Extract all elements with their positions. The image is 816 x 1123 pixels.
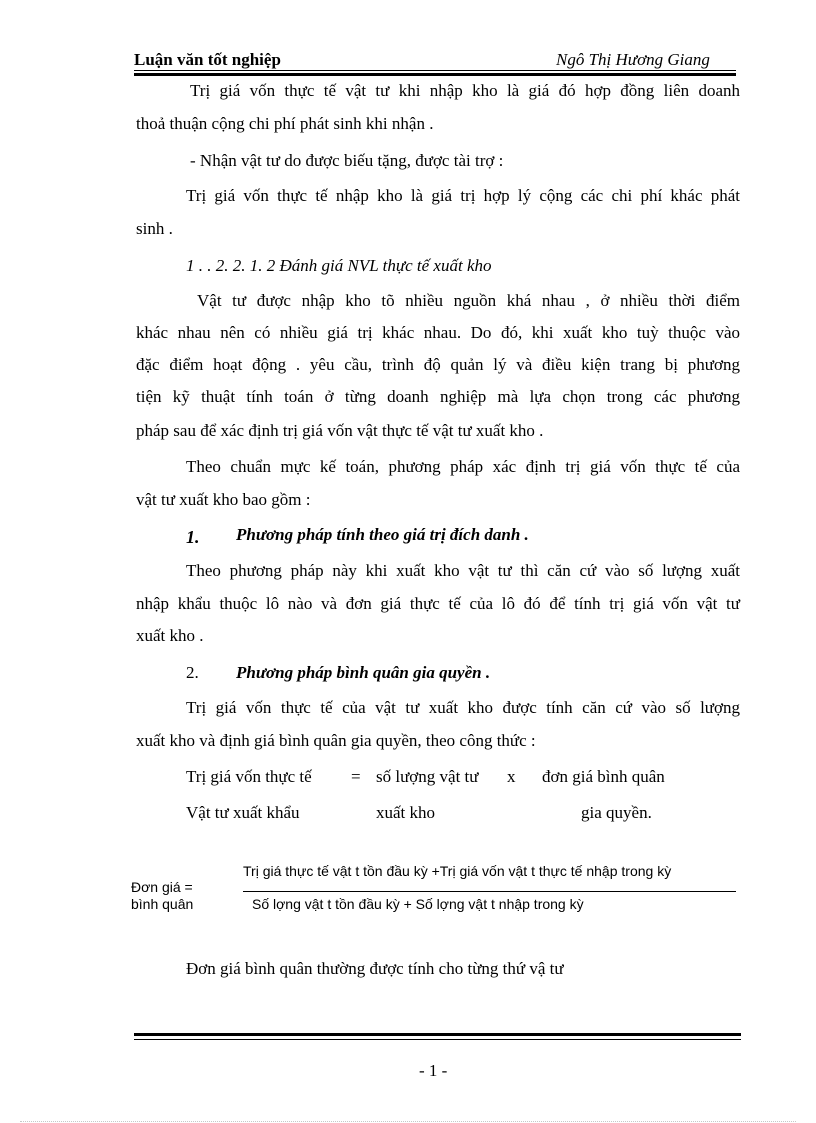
paragraph-line: đặc điểm hoạt động . yêu cầu, trình độ quản lý và điều kiện trang bị phương [136,355,740,374]
list-item-number: 2. [186,663,199,682]
formula-term: số lượng vật tư [376,767,479,786]
fraction-label: bình quân [131,896,194,912]
header-author-name: Ngô Thị Hương Giang [556,50,710,69]
section-heading: 1 . . 2. 2. 1. 2 Đánh giá NVL thực tế xuất kho [186,256,492,275]
page-edge [20,1121,796,1122]
list-item-number: 1. [186,527,200,547]
paragraph-line: Trị giá vốn thực tế nhập kho là giá trị hợp lý cộng các chi phí khác phát [186,186,740,205]
list-item-title: Phương pháp tính theo giá trị đích danh . [236,525,529,544]
footer-rule-thick [134,1033,741,1036]
paragraph-line: Đơn giá bình quân thường được tính cho từng thứ vậ tư [186,959,564,978]
footer-rule-thin [134,1039,741,1040]
list-item-title: Phương pháp bình quân gia quyền . [236,663,491,682]
paragraph-line: - Nhận vật tư do được biếu tặng, được tài trợ : [190,151,504,170]
header-rule-thin [134,70,736,71]
formula-term: Trị giá vốn thực tế [186,767,312,786]
paragraph-line: sinh . [136,219,173,238]
formula-term: Vật tư xuất khẩu [186,803,300,822]
paragraph-line: xuất kho . [136,626,204,645]
formula-operator: = [351,767,361,786]
formula-term: gia quyền. [581,803,652,822]
paragraph-line: Trị giá vốn thực tế vật tư khi nhập kho là giá đó hợp đồng liên doanh [190,81,740,100]
fraction-numerator: Trị giá thực tế vật t tồn đầu kỳ +Trị giá vốn vật t thực tế nhập trong kỳ [243,863,672,879]
formula-operator: x [507,767,516,786]
paragraph-line: nhập khẩu thuộc lô nào và đơn giá thực tế của lô đó để tính trị giá vốn vật tư [136,594,740,613]
paragraph-line: thoả thuận cộng chi phí phát sinh khi nhận . [136,114,434,133]
paragraph-line: tiện kỹ thuật tính toán ở từng doanh nghiệp mà lựa chọn trong các phương [136,387,740,406]
paragraph-line: vật tư xuất kho bao gồm : [136,490,311,509]
paragraph-line: Theo phương pháp này khi xuất kho vật tư thì căn cứ vào số lượng xuất [186,561,740,580]
header-document-title: Luận văn tốt nghiệp [134,50,281,69]
fraction-label: Đơn giá = [131,879,193,895]
header-rule-thick [134,73,736,76]
fraction-bar [243,891,736,892]
paragraph-line: Vật tư được nhập kho tõ nhiều nguồn khá nhau , ở nhiều thời điểm [197,291,740,310]
formula-term: đơn giá bình quân [542,767,665,786]
page-number: - 1 - [419,1061,448,1080]
formula-term: xuất kho [376,803,436,822]
paragraph-line: khác nhau nên có nhiều giá trị khác nhau. Do đó, khi xuất kho tuỳ thuộc vào [136,323,740,342]
fraction-denominator: Số lợng vật t tồn đầu kỳ + Số lợng vật t nhập trong kỳ [252,896,584,912]
paragraph-line: pháp sau để xác định trị giá vốn vật thực tế vật tư xuất kho . [136,421,544,440]
paragraph-line: xuất kho và định giá bình quân gia quyền, theo công thức : [136,731,536,750]
paragraph-line: Theo chuẩn mực kế toán, phương pháp xác định trị giá vốn thực tế của [186,457,740,476]
paragraph-line: Trị giá vốn thực tế của vật tư xuất kho được tính căn cứ vào số lượng [186,698,740,717]
